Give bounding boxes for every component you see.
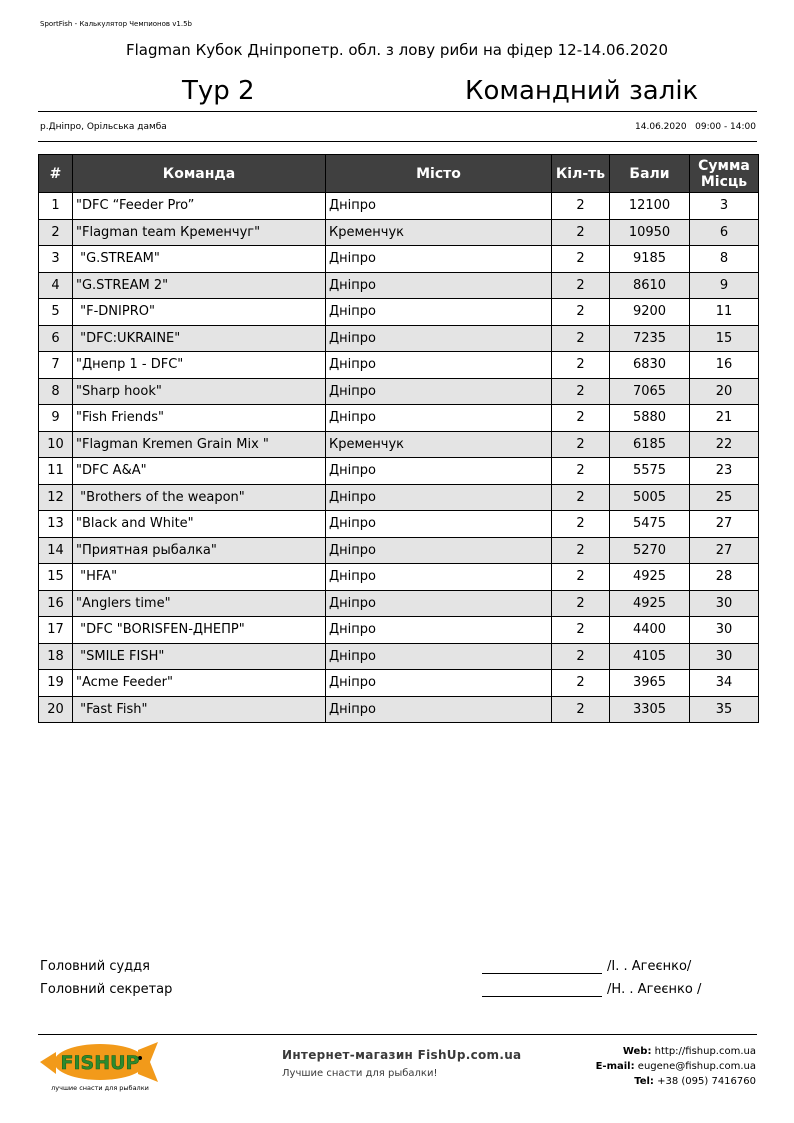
cell-team: "Flagman Kremen Grain Mix " xyxy=(73,431,326,458)
cell-points: 3305 xyxy=(610,696,690,723)
cell-count: 2 xyxy=(552,246,610,273)
table-row xyxy=(39,590,759,617)
cell-num: 5 xyxy=(39,299,73,326)
cell-sum: 16 xyxy=(690,352,759,379)
cell-city: Дніпро xyxy=(326,643,552,670)
cell-city: Дніпро xyxy=(326,272,552,299)
cell-sum: 30 xyxy=(690,617,759,644)
cell-team: "DFC:UKRAINE" xyxy=(73,325,326,352)
cell-points: 3965 xyxy=(610,670,690,697)
table-row xyxy=(39,378,759,405)
cell-team: "DFC “Feeder Pro” xyxy=(73,193,326,220)
cell-count: 2 xyxy=(552,352,610,379)
fish-logo-icon xyxy=(38,1038,162,1094)
col-header-sum xyxy=(690,155,759,193)
secretary-signature-line xyxy=(482,996,602,997)
cell-num: 6 xyxy=(39,325,73,352)
app-label: SportFish - Калькулятор Чемпионов v1.5b xyxy=(40,20,192,28)
web-link[interactable]: http://fishup.com.ua xyxy=(654,1046,756,1057)
table-row xyxy=(39,325,759,352)
contact-tel xyxy=(596,1074,756,1089)
cell-count: 2 xyxy=(552,193,610,220)
cell-count: 2 xyxy=(552,537,610,564)
cell-count: 2 xyxy=(552,299,610,326)
cell-city: Дніпро xyxy=(326,352,552,379)
cell-city: Дніпро xyxy=(326,617,552,644)
cell-points: 4400 xyxy=(610,617,690,644)
table-header-row xyxy=(39,155,759,193)
table-row xyxy=(39,617,759,644)
cell-sum: 15 xyxy=(690,325,759,352)
col-header-team: Команда xyxy=(73,155,326,193)
cell-team: "G.STREAM" xyxy=(73,246,326,273)
cell-team: "DFC A&A" xyxy=(73,458,326,485)
cell-team: "Acme Feeder" xyxy=(73,670,326,697)
table-row xyxy=(39,670,759,697)
footer-divider xyxy=(38,1034,757,1035)
cell-num: 17 xyxy=(39,617,73,644)
date-time: 14.06.2020 09:00 - 14:00 xyxy=(635,122,756,132)
cell-sum: 21 xyxy=(690,405,759,432)
svg-text:лучшие снасти для рыбалки: лучшие снасти для рыбалки xyxy=(51,1084,149,1092)
cell-city: Дніпро xyxy=(326,193,552,220)
cell-count: 2 xyxy=(552,696,610,723)
cell-sum: 23 xyxy=(690,458,759,485)
cell-team: "Brothers of the weapon" xyxy=(73,484,326,511)
cell-num: 15 xyxy=(39,564,73,591)
cell-num: 9 xyxy=(39,405,73,432)
cell-num: 10 xyxy=(39,431,73,458)
cell-sum: 20 xyxy=(690,378,759,405)
cell-points: 5880 xyxy=(610,405,690,432)
cell-city: Дніпро xyxy=(326,325,552,352)
cell-team: "Днепр 1 - DFC" xyxy=(73,352,326,379)
cell-city: Дніпро xyxy=(326,484,552,511)
cell-num: 20 xyxy=(39,696,73,723)
cell-points: 5005 xyxy=(610,484,690,511)
cell-count: 2 xyxy=(552,511,610,538)
divider xyxy=(38,141,757,142)
cell-city: Дніпро xyxy=(326,299,552,326)
cell-city: Дніпро xyxy=(326,537,552,564)
col-header-num: # xyxy=(39,155,73,193)
table-row xyxy=(39,484,759,511)
cell-count: 2 xyxy=(552,272,610,299)
cell-sum: 35 xyxy=(690,696,759,723)
cell-num: 16 xyxy=(39,590,73,617)
cell-count: 2 xyxy=(552,643,610,670)
col-header-sum-line2: Місць xyxy=(700,173,748,190)
cell-count: 2 xyxy=(552,617,610,644)
cell-count: 2 xyxy=(552,670,610,697)
cell-sum: 30 xyxy=(690,643,759,670)
cell-num: 7 xyxy=(39,352,73,379)
cell-count: 2 xyxy=(552,378,610,405)
email-link[interactable]: eugene@fishup.com.ua xyxy=(637,1061,756,1072)
svg-text:FISHUP: FISHUP xyxy=(60,1052,140,1074)
cell-team: "Flagman team Кременчуг" xyxy=(73,219,326,246)
cell-team: "Fish Friends" xyxy=(73,405,326,432)
fishup-logo xyxy=(38,1038,162,1094)
cell-city: Дніпро xyxy=(326,378,552,405)
cell-city: Дніпро xyxy=(326,405,552,432)
cell-team: "Sharp hook" xyxy=(73,378,326,405)
cell-sum: 22 xyxy=(690,431,759,458)
table-row xyxy=(39,537,759,564)
secretary-label: Головний секретар xyxy=(40,982,173,997)
cell-city: Дніпро xyxy=(326,246,552,273)
cell-points: 4105 xyxy=(610,643,690,670)
cell-city: Дніпро xyxy=(326,590,552,617)
cell-points: 10950 xyxy=(610,219,690,246)
cell-city: Дніпро xyxy=(326,696,552,723)
cell-count: 2 xyxy=(552,431,610,458)
cell-city: Дніпро xyxy=(326,511,552,538)
cell-sum: 27 xyxy=(690,537,759,564)
cell-team: "Black and White" xyxy=(73,511,326,538)
shop-name: Интернет-магазин FishUp.com.ua xyxy=(282,1048,522,1062)
cell-sum: 28 xyxy=(690,564,759,591)
judge-signature-line xyxy=(482,973,602,974)
cell-points: 4925 xyxy=(610,564,690,591)
cell-team: "SMILE FISH" xyxy=(73,643,326,670)
tel-value: +38 (095) 7416760 xyxy=(657,1076,756,1087)
cell-team: "Anglers time" xyxy=(73,590,326,617)
table-row xyxy=(39,405,759,432)
table-row xyxy=(39,696,759,723)
cell-city: Дніпро xyxy=(326,564,552,591)
cell-num: 14 xyxy=(39,537,73,564)
contact-email xyxy=(596,1059,756,1074)
cell-points: 7235 xyxy=(610,325,690,352)
cell-sum: 11 xyxy=(690,299,759,326)
round-title: Тур 2 xyxy=(182,76,255,106)
cell-points: 5575 xyxy=(610,458,690,485)
cell-city: Дніпро xyxy=(326,670,552,697)
shop-tagline: Лучшие снасти для рыбалки! xyxy=(282,1068,438,1079)
cell-sum: 6 xyxy=(690,219,759,246)
cell-sum: 27 xyxy=(690,511,759,538)
cell-num: 11 xyxy=(39,458,73,485)
results-table xyxy=(38,154,759,723)
table-row xyxy=(39,219,759,246)
cell-points: 8610 xyxy=(610,272,690,299)
cell-points: 6830 xyxy=(610,352,690,379)
cell-num: 2 xyxy=(39,219,73,246)
table-row xyxy=(39,272,759,299)
divider xyxy=(38,111,757,112)
cell-team: "G.STREAM 2" xyxy=(73,272,326,299)
cell-city: Кременчук xyxy=(326,431,552,458)
cell-points: 6185 xyxy=(610,431,690,458)
table-row xyxy=(39,643,759,670)
cell-num: 13 xyxy=(39,511,73,538)
cell-team: "Fast Fish" xyxy=(73,696,326,723)
cell-sum: 25 xyxy=(690,484,759,511)
location: р.Дніпро, Орільська дамба xyxy=(40,122,167,132)
cell-points: 12100 xyxy=(610,193,690,220)
cell-count: 2 xyxy=(552,590,610,617)
cell-points: 5475 xyxy=(610,511,690,538)
table-row xyxy=(39,564,759,591)
table-row xyxy=(39,511,759,538)
cell-sum: 8 xyxy=(690,246,759,273)
cell-num: 3 xyxy=(39,246,73,273)
cell-points: 5270 xyxy=(610,537,690,564)
cell-num: 12 xyxy=(39,484,73,511)
col-header-count: Кіл-ть xyxy=(552,155,610,193)
cell-num: 8 xyxy=(39,378,73,405)
table-row xyxy=(39,299,759,326)
cell-count: 2 xyxy=(552,564,610,591)
web-label: Web: xyxy=(622,1046,652,1057)
col-header-city: Місто xyxy=(326,155,552,193)
cell-points: 4925 xyxy=(610,590,690,617)
cell-num: 4 xyxy=(39,272,73,299)
cell-team: "Приятная рыбалка" xyxy=(73,537,326,564)
cell-count: 2 xyxy=(552,325,610,352)
cell-team: "F-DNIPRO" xyxy=(73,299,326,326)
secretary-name: /Н. . Агеєнко / xyxy=(607,982,702,997)
table-row xyxy=(39,193,759,220)
cell-count: 2 xyxy=(552,405,610,432)
cell-team: "DFC "BORISFEN-ДНЕПР" xyxy=(73,617,326,644)
cell-team: "HFA" xyxy=(73,564,326,591)
judge-label: Головний суддя xyxy=(40,959,150,974)
judge-name: /І. . Агеєнко/ xyxy=(607,959,692,974)
email-label: E-mail: xyxy=(595,1061,635,1072)
col-header-sum-line1: Сумма xyxy=(698,157,750,174)
cell-sum: 34 xyxy=(690,670,759,697)
cell-num: 18 xyxy=(39,643,73,670)
cell-city: Кременчук xyxy=(326,219,552,246)
cell-count: 2 xyxy=(552,484,610,511)
table-row xyxy=(39,458,759,485)
table-row xyxy=(39,246,759,273)
cell-sum: 3 xyxy=(690,193,759,220)
competition-title: Flagman Кубок Дніпропетр. обл. з лову риби на фідер 12-14.06.2020 xyxy=(125,41,668,59)
cell-points: 7065 xyxy=(610,378,690,405)
cell-num: 1 xyxy=(39,193,73,220)
cell-sum: 9 xyxy=(690,272,759,299)
cell-count: 2 xyxy=(552,458,610,485)
contacts xyxy=(596,1044,756,1089)
contact-web xyxy=(596,1044,756,1059)
cell-sum: 30 xyxy=(690,590,759,617)
table-row xyxy=(39,352,759,379)
table-row xyxy=(39,431,759,458)
cell-points: 9185 xyxy=(610,246,690,273)
standings-title: Командний залік xyxy=(465,76,699,106)
cell-city: Дніпро xyxy=(326,458,552,485)
cell-num: 19 xyxy=(39,670,73,697)
cell-count: 2 xyxy=(552,219,610,246)
cell-points: 9200 xyxy=(610,299,690,326)
tel-label: Tel: xyxy=(634,1076,654,1087)
col-header-points: Бали xyxy=(610,155,690,193)
